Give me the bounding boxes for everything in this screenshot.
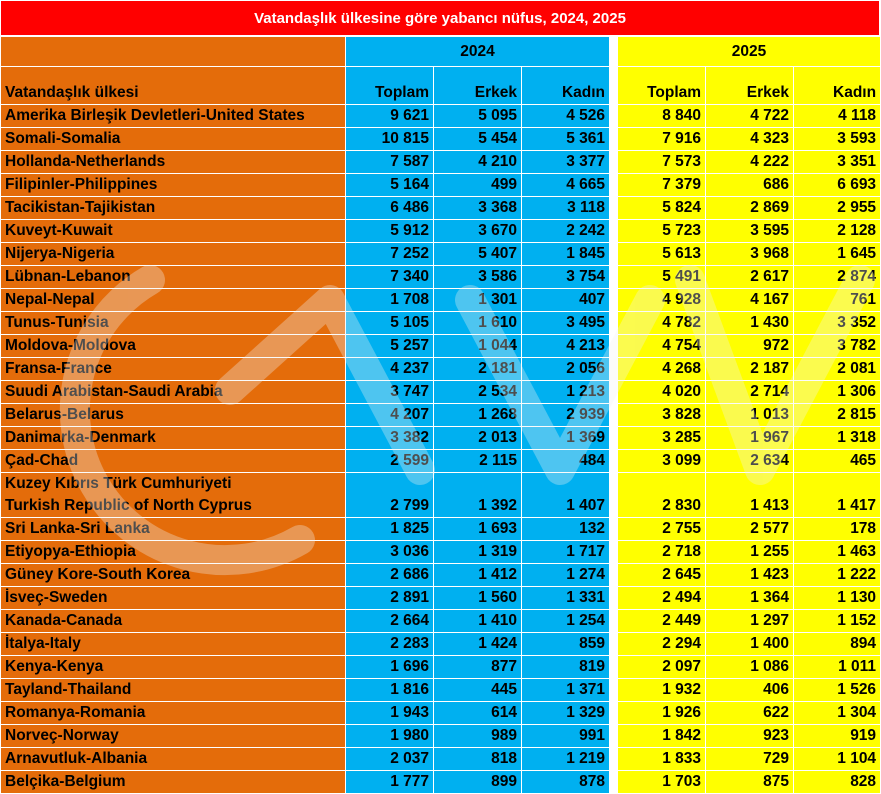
male-2024-cell: 499 [434, 174, 522, 197]
female-2025-cell: 1 222 [794, 564, 881, 587]
country-name-cell [1, 473, 346, 518]
total-2025-cell: 2 097 [618, 656, 706, 679]
female-2024-cell: 1 371 [522, 679, 610, 702]
table-row [1, 748, 881, 771]
table-row [1, 220, 881, 243]
female-2024-cell: 1 219 [522, 748, 610, 771]
column-gap [610, 610, 618, 633]
header-total-2024: Toplam [346, 67, 434, 105]
female-2024-cell: 1 274 [522, 564, 610, 587]
total-2025-cell: 5 491 [618, 266, 706, 289]
column-gap [610, 702, 618, 725]
female-2024-cell: 1 717 [522, 541, 610, 564]
total-2025-cell: 5 723 [618, 220, 706, 243]
female-2024-cell: 1 845 [522, 243, 610, 266]
male-2024-cell: 3 586 [434, 266, 522, 289]
country-name-cell: Fransa-France [1, 358, 346, 381]
female-2025-cell: 828 [794, 771, 881, 794]
total-2024-cell: 1 980 [346, 725, 434, 748]
male-2024-cell: 5 454 [434, 128, 522, 151]
male-2025-cell: 3 968 [706, 243, 794, 266]
country-name-cell: Filipinler-Philippines [1, 174, 346, 197]
column-gap [610, 335, 618, 358]
column-gap [610, 587, 618, 610]
female-2025-cell: 4 118 [794, 105, 881, 128]
country-name-cell: Arnavutluk-Albania [1, 748, 346, 771]
column-gap [610, 541, 618, 564]
column-gap [610, 771, 618, 794]
header-year-2024: 2024 [346, 37, 610, 67]
female-2024-cell: 4 665 [522, 174, 610, 197]
total-2025-cell: 4 928 [618, 289, 706, 312]
table-row [1, 771, 881, 794]
total-2024-cell: 1 708 [346, 289, 434, 312]
country-name-cell: Tayland-Thailand [1, 679, 346, 702]
female-2025-cell: 6 693 [794, 174, 881, 197]
country-name-cell: Tunus-Tunisia [1, 312, 346, 335]
total-2025-cell: 4 268 [618, 358, 706, 381]
male-2025-cell: 3 595 [706, 220, 794, 243]
male-2025-cell: 2 577 [706, 518, 794, 541]
total-2024-cell: 2 283 [346, 633, 434, 656]
table-row [1, 473, 881, 518]
female-2025-cell: 2 128 [794, 220, 881, 243]
country-name-cell: Somali-Somalia [1, 128, 346, 151]
female-2024-cell: 3 754 [522, 266, 610, 289]
female-2024-cell: 4 526 [522, 105, 610, 128]
total-2024-cell: 1 816 [346, 679, 434, 702]
female-2024-cell: 132 [522, 518, 610, 541]
country-name-cell: Hollanda-Netherlands [1, 151, 346, 174]
column-gap [610, 105, 618, 128]
total-2025-cell: 8 840 [618, 105, 706, 128]
total-2025-cell: 2 755 [618, 518, 706, 541]
female-2025-cell: 1 463 [794, 541, 881, 564]
table-row [1, 243, 881, 266]
male-2024-cell: 1 268 [434, 404, 522, 427]
total-2025-cell: 1 926 [618, 702, 706, 725]
male-2025-cell: 2 869 [706, 197, 794, 220]
female-2025-cell: 894 [794, 633, 881, 656]
female-2024-cell: 819 [522, 656, 610, 679]
total-2025-cell: 3 828 [618, 404, 706, 427]
country-name-cell: Kenya-Kenya [1, 656, 346, 679]
male-2024-cell: 1 410 [434, 610, 522, 633]
country-name-cell: Tacikistan-Tajikistan [1, 197, 346, 220]
total-2024-cell: 2 799 [346, 473, 434, 518]
male-2024-cell: 4 210 [434, 151, 522, 174]
header-empty-cell [1, 37, 346, 67]
total-2025-cell: 5 613 [618, 243, 706, 266]
total-2025-cell: 7 573 [618, 151, 706, 174]
male-2024-cell: 1 412 [434, 564, 522, 587]
country-name-cell: Etiyopya-Ethiopia [1, 541, 346, 564]
total-2024-cell: 3 036 [346, 541, 434, 564]
total-2024-cell: 2 891 [346, 587, 434, 610]
total-2025-cell: 1 703 [618, 771, 706, 794]
female-2024-cell: 3 377 [522, 151, 610, 174]
country-name-cell: Norveç-Norway [1, 725, 346, 748]
column-gap [610, 473, 618, 518]
male-2024-cell: 445 [434, 679, 522, 702]
column-gap [610, 128, 618, 151]
column-gap [610, 67, 618, 105]
female-2025-cell: 1 306 [794, 381, 881, 404]
male-2024-cell: 3 368 [434, 197, 522, 220]
column-gap [610, 151, 618, 174]
column-gap [610, 37, 618, 67]
female-2024-cell: 1 329 [522, 702, 610, 725]
column-gap [610, 725, 618, 748]
female-2024-cell: 991 [522, 725, 610, 748]
male-2025-cell: 1 297 [706, 610, 794, 633]
country-name-line2: Turkish Republic of North Cyprus [5, 497, 252, 514]
female-2024-cell: 1 254 [522, 610, 610, 633]
table-row [1, 404, 881, 427]
total-2025-cell: 2 294 [618, 633, 706, 656]
female-2024-cell: 3 118 [522, 197, 610, 220]
male-2025-cell: 622 [706, 702, 794, 725]
female-2025-cell: 1 130 [794, 587, 881, 610]
total-2025-cell: 2 449 [618, 610, 706, 633]
male-2024-cell: 1 301 [434, 289, 522, 312]
male-2024-cell: 818 [434, 748, 522, 771]
header-year-row [1, 37, 881, 67]
male-2025-cell: 2 714 [706, 381, 794, 404]
male-2024-cell: 1 392 [434, 473, 522, 518]
country-name-cell: Moldova-Moldova [1, 335, 346, 358]
column-gap [610, 174, 618, 197]
table-row [1, 656, 881, 679]
female-2024-cell: 2 056 [522, 358, 610, 381]
country-name-cell: Güney Kore-South Korea [1, 564, 346, 587]
female-2025-cell: 2 955 [794, 197, 881, 220]
female-2025-cell: 1 152 [794, 610, 881, 633]
female-2025-cell: 1 645 [794, 243, 881, 266]
female-2024-cell: 3 495 [522, 312, 610, 335]
male-2024-cell: 1 044 [434, 335, 522, 358]
column-gap [610, 358, 618, 381]
total-2024-cell: 3 382 [346, 427, 434, 450]
table-row [1, 381, 881, 404]
column-gap [610, 404, 618, 427]
female-2024-cell: 4 213 [522, 335, 610, 358]
male-2024-cell: 614 [434, 702, 522, 725]
total-2025-cell: 2 830 [618, 473, 706, 518]
male-2025-cell: 2 187 [706, 358, 794, 381]
table-row [1, 266, 881, 289]
table-row [1, 564, 881, 587]
male-2025-cell: 1 013 [706, 404, 794, 427]
header-female-2024: Kadın [522, 67, 610, 105]
total-2025-cell: 4 020 [618, 381, 706, 404]
country-name-line1: Kuzey Kıbrıs Türk Cumhuriyeti [5, 475, 232, 492]
female-2025-cell: 3 782 [794, 335, 881, 358]
female-2025-cell: 2 081 [794, 358, 881, 381]
male-2025-cell: 406 [706, 679, 794, 702]
total-2025-cell: 2 718 [618, 541, 706, 564]
total-2024-cell: 3 747 [346, 381, 434, 404]
table-body [1, 105, 881, 794]
table-row [1, 151, 881, 174]
total-2024-cell: 6 486 [346, 197, 434, 220]
total-2025-cell: 2 494 [618, 587, 706, 610]
male-2025-cell: 1 255 [706, 541, 794, 564]
male-2025-cell: 972 [706, 335, 794, 358]
column-gap [610, 243, 618, 266]
table-title: Vatandaşlık ülkesine göre yabancı nüfus, 2024, 2025 [0, 0, 880, 36]
total-2024-cell: 10 815 [346, 128, 434, 151]
table-row [1, 174, 881, 197]
male-2025-cell: 4 722 [706, 105, 794, 128]
male-2024-cell: 2 534 [434, 381, 522, 404]
female-2025-cell: 3 593 [794, 128, 881, 151]
column-gap [610, 656, 618, 679]
total-2024-cell: 4 237 [346, 358, 434, 381]
country-name-cell: Kuveyt-Kuwait [1, 220, 346, 243]
female-2025-cell: 919 [794, 725, 881, 748]
male-2025-cell: 1 430 [706, 312, 794, 335]
country-name-cell: Amerika Birleşik Devletleri-United States [1, 105, 346, 128]
table-row [1, 289, 881, 312]
male-2024-cell: 5 095 [434, 105, 522, 128]
female-2025-cell: 1 318 [794, 427, 881, 450]
male-2024-cell: 899 [434, 771, 522, 794]
header-country: Vatandaşlık ülkesi [1, 67, 346, 105]
table-row [1, 541, 881, 564]
table-row [1, 335, 881, 358]
female-2024-cell: 2 242 [522, 220, 610, 243]
header-male-2025: Erkek [706, 67, 794, 105]
country-name-cell: Çad-Chad [1, 450, 346, 473]
female-2025-cell: 761 [794, 289, 881, 312]
female-2025-cell: 1 417 [794, 473, 881, 518]
header-female-2025: Kadın [794, 67, 881, 105]
total-2025-cell: 5 824 [618, 197, 706, 220]
male-2024-cell: 1 560 [434, 587, 522, 610]
total-2024-cell: 2 037 [346, 748, 434, 771]
female-2024-cell: 407 [522, 289, 610, 312]
total-2024-cell: 7 252 [346, 243, 434, 266]
table-row [1, 427, 881, 450]
male-2025-cell: 2 617 [706, 266, 794, 289]
table-row [1, 725, 881, 748]
total-2024-cell: 1 696 [346, 656, 434, 679]
total-2025-cell: 2 645 [618, 564, 706, 587]
female-2025-cell: 1 011 [794, 656, 881, 679]
header-column-row [1, 67, 881, 105]
table-row [1, 633, 881, 656]
column-gap [610, 748, 618, 771]
male-2025-cell: 686 [706, 174, 794, 197]
table-row [1, 358, 881, 381]
male-2025-cell: 1 967 [706, 427, 794, 450]
total-2024-cell: 2 686 [346, 564, 434, 587]
total-2024-cell: 5 105 [346, 312, 434, 335]
country-name-cell: Suudi Arabistan-Saudi Arabia [1, 381, 346, 404]
total-2024-cell: 7 340 [346, 266, 434, 289]
female-2025-cell: 178 [794, 518, 881, 541]
female-2025-cell: 1 104 [794, 748, 881, 771]
country-name-cell: Lübnan-Lebanon [1, 266, 346, 289]
column-gap [610, 266, 618, 289]
table-row [1, 197, 881, 220]
total-2024-cell: 5 257 [346, 335, 434, 358]
country-name-cell: Kanada-Canada [1, 610, 346, 633]
male-2025-cell: 1 400 [706, 633, 794, 656]
column-gap [610, 564, 618, 587]
female-2025-cell: 2 815 [794, 404, 881, 427]
column-gap [610, 450, 618, 473]
country-name-cell: Belarus-Belarus [1, 404, 346, 427]
female-2025-cell: 3 352 [794, 312, 881, 335]
male-2024-cell: 2 181 [434, 358, 522, 381]
female-2025-cell: 1 304 [794, 702, 881, 725]
table-row [1, 587, 881, 610]
male-2024-cell: 3 670 [434, 220, 522, 243]
male-2025-cell: 1 086 [706, 656, 794, 679]
male-2024-cell: 1 319 [434, 541, 522, 564]
total-2024-cell: 5 912 [346, 220, 434, 243]
table-row [1, 518, 881, 541]
male-2025-cell: 729 [706, 748, 794, 771]
country-name-cell: Nijerya-Nigeria [1, 243, 346, 266]
table-row [1, 679, 881, 702]
female-2024-cell: 878 [522, 771, 610, 794]
country-name-cell: Nepal-Nepal [1, 289, 346, 312]
column-gap [610, 633, 618, 656]
female-2024-cell: 484 [522, 450, 610, 473]
total-2025-cell: 3 099 [618, 450, 706, 473]
total-2025-cell: 3 285 [618, 427, 706, 450]
female-2025-cell: 465 [794, 450, 881, 473]
male-2025-cell: 1 423 [706, 564, 794, 587]
male-2024-cell: 1 693 [434, 518, 522, 541]
total-2025-cell: 1 842 [618, 725, 706, 748]
male-2024-cell: 989 [434, 725, 522, 748]
total-2024-cell: 2 664 [346, 610, 434, 633]
column-gap [610, 289, 618, 312]
total-2025-cell: 7 916 [618, 128, 706, 151]
column-gap [610, 220, 618, 243]
female-2025-cell: 1 526 [794, 679, 881, 702]
header-year-2025: 2025 [618, 37, 881, 67]
male-2025-cell: 1 413 [706, 473, 794, 518]
country-name-cell: Romanya-Romania [1, 702, 346, 725]
total-2025-cell: 7 379 [618, 174, 706, 197]
total-2024-cell: 1 777 [346, 771, 434, 794]
total-2024-cell: 2 599 [346, 450, 434, 473]
header-total-2025: Toplam [618, 67, 706, 105]
female-2024-cell: 859 [522, 633, 610, 656]
male-2025-cell: 4 222 [706, 151, 794, 174]
male-2025-cell: 4 167 [706, 289, 794, 312]
male-2025-cell: 2 634 [706, 450, 794, 473]
total-2024-cell: 1 825 [346, 518, 434, 541]
female-2024-cell: 1 369 [522, 427, 610, 450]
country-name-cell: Danimarka-Denmark [1, 427, 346, 450]
total-2024-cell: 5 164 [346, 174, 434, 197]
column-gap [610, 427, 618, 450]
male-2024-cell: 1 610 [434, 312, 522, 335]
table-row [1, 610, 881, 633]
country-name-cell: Belçika-Belgium [1, 771, 346, 794]
country-name-cell: İtalya-Italy [1, 633, 346, 656]
header-male-2024: Erkek [434, 67, 522, 105]
female-2024-cell: 1 407 [522, 473, 610, 518]
column-gap [610, 679, 618, 702]
column-gap [610, 312, 618, 335]
total-2024-cell: 4 207 [346, 404, 434, 427]
male-2024-cell: 877 [434, 656, 522, 679]
column-gap [610, 381, 618, 404]
total-2025-cell: 4 782 [618, 312, 706, 335]
male-2024-cell: 1 424 [434, 633, 522, 656]
male-2025-cell: 923 [706, 725, 794, 748]
female-2024-cell: 1 331 [522, 587, 610, 610]
column-gap [610, 518, 618, 541]
female-2025-cell: 3 351 [794, 151, 881, 174]
total-2024-cell: 1 943 [346, 702, 434, 725]
female-2025-cell: 2 874 [794, 266, 881, 289]
total-2025-cell: 4 754 [618, 335, 706, 358]
male-2024-cell: 2 013 [434, 427, 522, 450]
male-2024-cell: 2 115 [434, 450, 522, 473]
male-2025-cell: 1 364 [706, 587, 794, 610]
table-row [1, 105, 881, 128]
male-2024-cell: 5 407 [434, 243, 522, 266]
table-row [1, 702, 881, 725]
total-2024-cell: 7 587 [346, 151, 434, 174]
total-2024-cell: 9 621 [346, 105, 434, 128]
column-gap [610, 197, 618, 220]
country-name-cell: İsveç-Sweden [1, 587, 346, 610]
table-row [1, 312, 881, 335]
total-2025-cell: 1 932 [618, 679, 706, 702]
table-row [1, 128, 881, 151]
female-2024-cell: 2 939 [522, 404, 610, 427]
male-2025-cell: 875 [706, 771, 794, 794]
female-2024-cell: 5 361 [522, 128, 610, 151]
female-2024-cell: 1 213 [522, 381, 610, 404]
total-2025-cell: 1 833 [618, 748, 706, 771]
male-2025-cell: 4 323 [706, 128, 794, 151]
table-row [1, 450, 881, 473]
population-table [0, 36, 881, 794]
country-name-cell: Sri Lanka-Sri Lanka [1, 518, 346, 541]
